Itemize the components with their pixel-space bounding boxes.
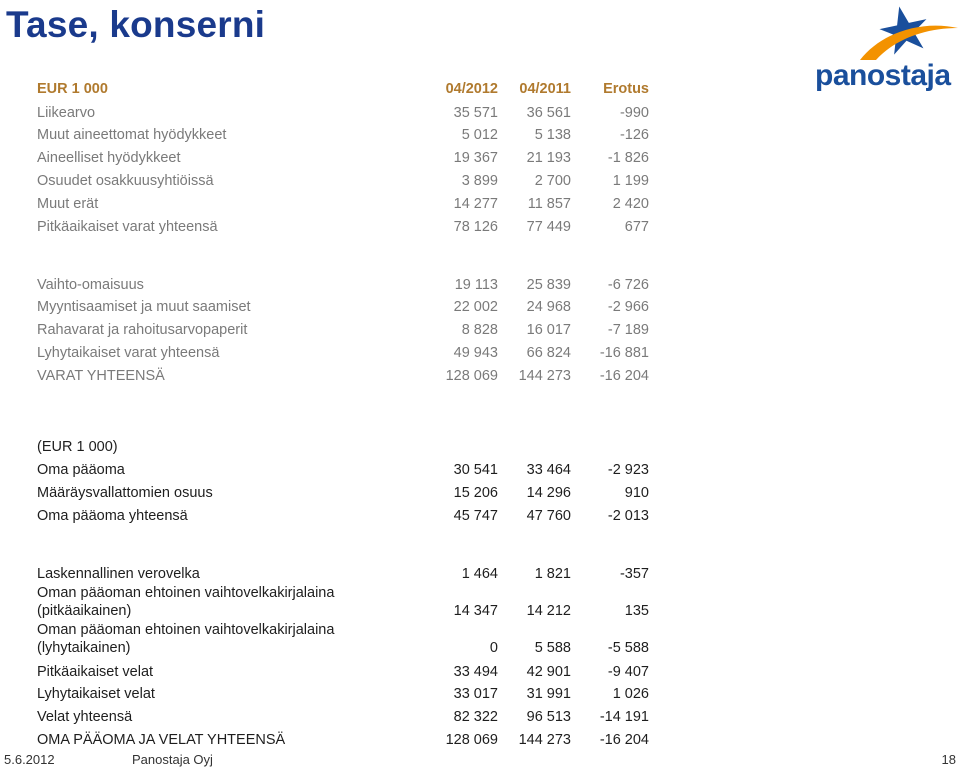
value-2011: 5 588 [534,640,571,656]
table-row-subtotal [37,707,657,727]
header-col-2011: 04/2011 [519,81,571,97]
value-2012: 15 206 [453,485,498,501]
table-row [37,103,657,123]
table-row-total [37,366,657,386]
value-2012: 30 541 [453,462,498,478]
page-title: Tase, konserni [6,4,266,45]
value-2012: 3 899 [461,173,498,189]
value-difference: -16 204 [599,732,649,748]
value-2011: 11 857 [527,196,571,212]
value-2011: 36 561 [526,105,571,121]
row-label: Oma pääoma yhteensä [37,508,188,524]
value-difference: -9 407 [607,664,649,680]
value-2011: 14 296 [526,485,571,501]
value-difference: -126 [619,127,649,143]
row-label: VARAT YHTEENSÄ [37,368,165,384]
value-2012: 82 322 [453,709,498,725]
row-label: Pitkäaikaiset velat [37,664,154,680]
table-row [37,564,657,584]
value-difference: -2 923 [607,462,649,478]
value-2011: 96 513 [526,709,571,725]
row-label: Muut erät [37,196,99,212]
row-label: Liikearvo [37,105,96,121]
table-row [37,320,657,340]
value-2011: 47 760 [526,508,571,524]
value-difference: -16 881 [599,345,649,361]
table-row-subtotal [37,343,657,363]
value-difference: -1 826 [607,150,649,166]
value-2011: 25 839 [526,277,571,293]
value-2011: 33 464 [526,462,571,478]
table-row-subtotal [37,506,657,526]
value-2011: 144 273 [518,368,571,384]
value-2011: 14 212 [526,603,571,619]
value-2012: 33 017 [453,686,498,702]
value-2012: 1 464 [461,566,498,582]
row-label: Lyhytaikaiset varat yhteensä [37,345,220,361]
table-row [37,297,657,317]
value-difference: 910 [624,485,649,501]
equity-header-label: (EUR 1 000) [37,439,118,455]
row-label: Lyhytaikaiset velat [37,686,155,702]
value-2011: 42 901 [526,664,571,680]
value-difference: -357 [619,566,649,582]
row-label: Myyntisaamiset ja muut saamiset [37,299,251,315]
equity-header-row [37,437,657,457]
row-label: Rahavarat ja rahoitusarvopaperit [37,322,248,338]
table-row [37,148,657,168]
row-label-line1: Oman pääoman ehtoinen vaihtovelkakirjalaina [37,585,335,601]
value-2012: 128 069 [445,732,498,748]
header-col-2012: 04/2012 [445,81,498,97]
value-difference: -16 204 [599,368,649,384]
value-difference: 1 026 [612,686,649,702]
value-2012: 8 828 [461,322,498,338]
logo-swoosh-icon [860,26,958,60]
value-difference: 1 199 [612,173,649,189]
logo-wordmark: panostaja [815,59,951,92]
value-2011: 66 824 [526,345,571,361]
value-2011: 31 991 [526,686,571,702]
value-difference: -2 013 [607,508,649,524]
row-label-line1: Oman pääoman ehtoinen vaihtovelkakirjalaina [37,622,335,638]
row-label: Velat yhteensä [37,709,133,725]
value-2012: 22 002 [453,299,498,315]
value-difference: -7 189 [607,322,649,338]
value-2012: 5 012 [461,127,498,143]
panostaja-logo [812,2,960,94]
value-2012: 33 494 [453,664,498,680]
row-label: Muut aineettomat hyödykkeet [37,127,227,143]
value-2012: 0 [489,640,498,656]
row-label: Pitkäaikaiset varat yhteensä [37,219,218,235]
value-2011: 16 017 [526,322,571,338]
value-2012: 78 126 [453,219,498,235]
value-2011: 5 138 [534,127,571,143]
value-2012: 14 277 [453,196,498,212]
table-row [37,125,657,145]
value-2012: 14 347 [453,603,498,619]
value-difference: 2 420 [612,196,649,212]
value-2012: 49 943 [453,345,498,361]
table-row [37,662,657,682]
footer-date: 5.6.2012 [4,752,55,767]
value-2012: 35 571 [453,105,498,121]
row-label: OMA PÄÄOMA JA VELAT YHTEENSÄ [37,732,286,748]
value-2011: 144 273 [518,732,571,748]
value-difference: -2 966 [607,299,649,315]
table-row [37,684,657,704]
value-2011: 1 821 [534,566,571,582]
table-row [37,460,657,480]
table-row [37,601,657,621]
row-label: Oma pääoma [37,462,125,478]
value-difference: -5 588 [607,640,649,656]
header-label: EUR 1 000 [37,81,108,97]
value-2012: 19 113 [454,277,498,293]
value-difference: -14 191 [599,709,649,725]
value-difference: -6 726 [607,277,649,293]
row-label: Määräysvallattomien osuus [37,485,213,501]
value-2011: 21 193 [526,150,571,166]
table-row [37,171,657,191]
table-row [37,638,657,658]
header-col-difference: Erotus [603,81,649,97]
table-row-total [37,730,657,750]
value-2011: 77 449 [526,219,571,235]
row-label: Osuudet osakkuusyhtiöissä [37,173,214,189]
table-row [37,194,657,214]
footer-page-number: 18 [941,752,956,767]
value-2012: 45 747 [453,508,498,524]
value-2011: 24 968 [526,299,571,315]
value-difference: 677 [624,219,649,235]
table-row-subtotal [37,217,657,237]
row-label: (pitkäaikainen) [37,603,132,619]
value-2012: 19 367 [453,150,498,166]
value-2012: 128 069 [445,368,498,384]
table-row [37,483,657,503]
row-label: (lyhytaikainen) [37,640,131,656]
footer-company: Panostaja Oyj [132,752,213,767]
value-difference: -990 [619,105,649,121]
row-label: Aineelliset hyödykkeet [37,150,181,166]
row-label: Vaihto-omaisuus [37,277,144,293]
value-2011: 2 700 [534,173,571,189]
row-label: Laskennallinen verovelka [37,566,200,582]
value-difference: 135 [624,603,649,619]
table-row [37,275,657,295]
assets-header-row [37,79,657,99]
